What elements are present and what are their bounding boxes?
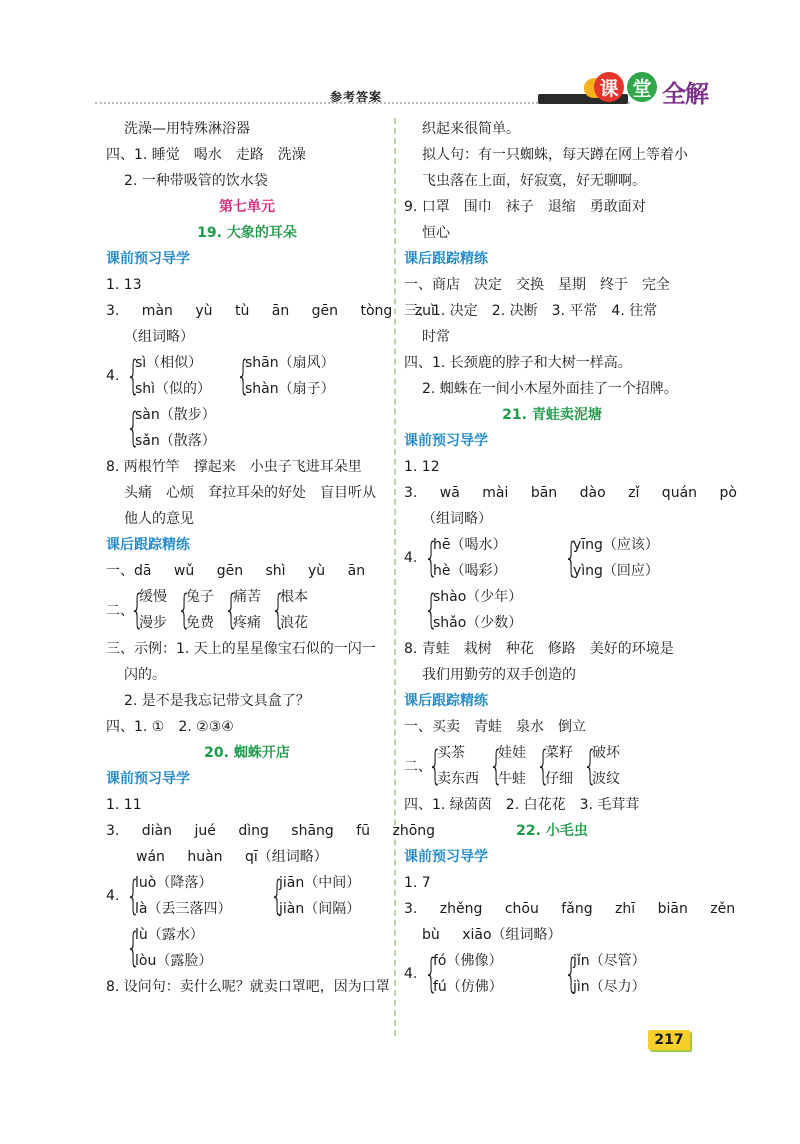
pair-top: sì（相似） bbox=[135, 355, 203, 371]
pair-bottom: 疼痛 bbox=[233, 615, 261, 631]
brace-icon: { bbox=[489, 743, 504, 789]
section-heading: 课后跟踪精练 bbox=[404, 693, 488, 709]
pinyin-line: 3. zhěng chōu fǎng zhī biān zěn bbox=[404, 901, 736, 917]
answer-line: 8. 设问句：卖什么呢？就卖口罩吧，因为口罩 bbox=[106, 979, 390, 995]
brace-pair bbox=[128, 584, 167, 636]
brace-pair bbox=[426, 740, 479, 792]
brace-pair bbox=[124, 350, 220, 402]
pair-bottom: 牛蛙 bbox=[498, 771, 526, 787]
pair-top: 破坏 bbox=[592, 745, 620, 761]
item-number: 二、 bbox=[106, 603, 134, 619]
brace-pair bbox=[222, 584, 261, 636]
section-heading: 课后跟踪精练 bbox=[106, 537, 190, 553]
pair-bottom: fú（仿佛） bbox=[433, 979, 503, 995]
answer-line: 头痛 心烦 耷拉耳朵的好处 盲目听从 bbox=[124, 485, 376, 501]
brand-logo bbox=[538, 72, 718, 108]
answer-line: 飞虫落在上面，好寂寞，好无聊啊。 bbox=[422, 173, 646, 189]
item-number: 4. bbox=[106, 888, 120, 904]
answer-line: 织起来很简单。 bbox=[422, 121, 520, 137]
pinyin-line: 一、dā wǔ gēn shì yù ān bbox=[106, 563, 366, 579]
answer-line: 1. 13 bbox=[106, 277, 142, 293]
page-header-title: 参考答案 bbox=[330, 90, 383, 104]
answer-line: 8. 青蛙 栽树 种花 修路 美好的环境是 bbox=[404, 641, 674, 657]
logo-badge-2: 堂 bbox=[627, 72, 657, 102]
brace-icon: { bbox=[424, 535, 439, 581]
polyphone-group bbox=[106, 402, 388, 454]
right-column bbox=[404, 116, 737, 1000]
brace-icon: { bbox=[536, 743, 551, 789]
column-divider bbox=[394, 118, 396, 1036]
brace-icon: { bbox=[126, 353, 141, 399]
word-group bbox=[106, 584, 388, 636]
pair-top: 菜籽 bbox=[545, 745, 573, 761]
brace-pair bbox=[534, 740, 573, 792]
brace-pair bbox=[581, 740, 620, 792]
answer-line: （组词略） bbox=[124, 329, 194, 345]
logo-text: 全解 bbox=[662, 80, 708, 108]
section-heading: 课前预习导学 bbox=[404, 433, 488, 449]
pair-top: 娃娃 bbox=[498, 745, 526, 761]
answer-line: 8. 两根竹竿 撑起来 小虫子飞进耳朵里 bbox=[106, 459, 362, 475]
pinyin-line: 3. màn yù tù ān gēn tòng zuì bbox=[106, 303, 435, 319]
pair-top: 痛苦 bbox=[233, 589, 261, 605]
answer-line: 1. 11 bbox=[106, 797, 142, 813]
brace-icon: { bbox=[224, 587, 239, 633]
pair-bottom: hè（喝彩） bbox=[433, 563, 507, 579]
pinyin-line: 3. wā mài bān dào zǐ quán pò bbox=[404, 485, 737, 501]
answer-line: 1. 7 bbox=[404, 875, 431, 891]
answer-line: 2. 是不是我忘记带文具盒了？ bbox=[124, 693, 310, 709]
pair-bottom: lòu（露脸） bbox=[135, 953, 213, 969]
brace-icon: { bbox=[126, 925, 141, 971]
answer-line: 恒心 bbox=[422, 225, 450, 241]
brace-icon: { bbox=[271, 587, 286, 633]
pair-top: fó（佛像） bbox=[433, 953, 503, 969]
item-number: 二、 bbox=[404, 759, 432, 775]
brace-pair bbox=[268, 870, 360, 922]
pair-bottom: jìn（尽力） bbox=[573, 979, 646, 995]
pair-bottom: shǎo（少数） bbox=[433, 615, 523, 631]
pair-bottom: là（丢三落四） bbox=[135, 901, 232, 917]
brace-pair bbox=[422, 532, 548, 584]
pair-top: 缓慢 bbox=[139, 589, 167, 605]
item-number: 4. bbox=[106, 368, 120, 384]
brace-pair bbox=[269, 584, 308, 636]
pair-bottom: 卖东西 bbox=[437, 771, 479, 787]
brace-pair bbox=[562, 948, 646, 1000]
brace-pair bbox=[562, 532, 659, 584]
brace-icon: { bbox=[270, 873, 285, 919]
brace-icon: { bbox=[564, 535, 579, 581]
brace-icon: { bbox=[428, 743, 443, 789]
polyphone-group bbox=[106, 922, 388, 974]
answer-line: 他人的意见 bbox=[124, 511, 194, 527]
brace-icon: { bbox=[583, 743, 598, 789]
answer-line: 四、1. 绿茵茵 2. 白花花 3. 毛茸茸 bbox=[404, 797, 640, 813]
item-number: 4. bbox=[404, 966, 418, 982]
brace-pair bbox=[487, 740, 526, 792]
answer-line: 时常 bbox=[422, 329, 450, 345]
answer-line: 2. 一种带吸管的饮水袋 bbox=[124, 173, 268, 189]
lesson-heading: 19. 大象的耳朵 bbox=[197, 225, 297, 241]
brace-icon: { bbox=[236, 353, 251, 399]
brace-icon: { bbox=[130, 587, 145, 633]
answer-line: 一、买卖 青蛙 泉水 倒立 bbox=[404, 719, 586, 735]
polyphone-group bbox=[404, 948, 700, 1000]
pair-top: luò（降落） bbox=[135, 875, 213, 891]
unit-heading: 第七单元 bbox=[219, 199, 275, 215]
answer-line: 9. 口罩 围巾 袜子 退缩 勇敢面对 bbox=[404, 199, 646, 215]
brace-pair bbox=[422, 948, 548, 1000]
page-number: 217 bbox=[648, 1030, 690, 1050]
pair-bottom: 浪花 bbox=[280, 615, 308, 631]
answer-line: 洗澡—用特殊淋浴器 bbox=[124, 121, 250, 137]
word-group bbox=[404, 740, 700, 792]
pair-top: sàn（散步） bbox=[135, 407, 216, 423]
pair-top: hē（喝水） bbox=[433, 537, 507, 553]
pair-bottom: 波纹 bbox=[592, 771, 620, 787]
brace-icon: { bbox=[424, 587, 439, 633]
pair-top: shān（扇风） bbox=[245, 355, 335, 371]
brace-pair bbox=[422, 584, 522, 636]
pair-top: yīng（应该） bbox=[573, 537, 659, 553]
lesson-heading: 21. 青蛙卖泥塘 bbox=[502, 407, 602, 423]
section-heading: 课前预习导学 bbox=[106, 251, 190, 267]
brace-icon: { bbox=[177, 587, 192, 633]
lesson-heading: 20. 蜘蛛开店 bbox=[204, 745, 290, 761]
brace-icon: { bbox=[126, 873, 141, 919]
lesson-heading: 22. 小毛虫 bbox=[516, 823, 588, 839]
brace-pair bbox=[124, 922, 212, 974]
polyphone-group bbox=[404, 584, 700, 636]
pinyin-line: bù xiāo（组词略） bbox=[422, 927, 562, 943]
answer-line: 四、1. ① 2. ②③④ bbox=[106, 719, 234, 735]
logo-badge-1: 课 bbox=[594, 72, 624, 102]
pair-top: 兔子 bbox=[186, 589, 214, 605]
pair-bottom: sǎn（散落） bbox=[135, 433, 216, 449]
answer-line: 三、示例：1. 天上的星星像宝石似的一闪一 bbox=[106, 641, 376, 657]
polyphone-group bbox=[404, 532, 700, 584]
section-heading: 课后跟踪精练 bbox=[404, 251, 488, 267]
pair-top: lù（露水） bbox=[135, 927, 204, 943]
brace-icon: { bbox=[424, 951, 439, 997]
pair-top: jǐn（尽管） bbox=[573, 953, 646, 969]
pair-bottom: jiàn（间隔） bbox=[279, 901, 361, 917]
brace-pair bbox=[124, 870, 254, 922]
answer-line: （组词略） bbox=[422, 511, 492, 527]
polyphone-group bbox=[106, 350, 388, 402]
section-heading: 课前预习导学 bbox=[106, 771, 190, 787]
brace-pair bbox=[234, 350, 335, 402]
pair-bottom: 仔细 bbox=[545, 771, 573, 787]
answer-line: 拟人句：有一只蜘蛛，每天蹲在网上等着小 bbox=[422, 147, 688, 163]
pinyin-line: wán huàn qī（组词略） bbox=[136, 849, 328, 865]
pair-top: shào（少年） bbox=[433, 589, 523, 605]
answer-line: 闪的。 bbox=[124, 667, 166, 683]
answer-line: 三、1. 决定 2. 决断 3. 平常 4. 往常 bbox=[404, 303, 658, 319]
answer-line: 一、商店 决定 交换 星期 终于 完全 bbox=[404, 277, 670, 293]
pair-top: 根本 bbox=[280, 589, 308, 605]
answer-line: 四、1. 长颈鹿的脖子和大树一样高。 bbox=[404, 355, 632, 371]
brace-icon: { bbox=[126, 405, 141, 451]
section-heading: 课前预习导学 bbox=[404, 849, 488, 865]
answer-line: 我们用勤劳的双手创造的 bbox=[422, 667, 576, 683]
pair-bottom: 漫步 bbox=[139, 615, 167, 631]
pair-bottom: 免费 bbox=[186, 615, 214, 631]
brace-pair bbox=[175, 584, 214, 636]
brace-pair bbox=[124, 402, 216, 454]
brace-icon: { bbox=[564, 951, 579, 997]
pinyin-line: 3. diàn jué dìng shāng fū zhōng bbox=[106, 823, 436, 839]
pair-top: jiān（中间） bbox=[279, 875, 361, 891]
polyphone-group bbox=[106, 870, 388, 922]
pair-top: 买茶 bbox=[437, 745, 465, 761]
answer-line: 四、1. 睡觉 喝水 走路 洗澡 bbox=[106, 147, 306, 163]
pair-bottom: shì（似的） bbox=[135, 381, 212, 397]
item-number: 4. bbox=[404, 550, 418, 566]
answer-line: 2. 蜘蛛在一间小木屋外面挂了一个招牌。 bbox=[422, 381, 678, 397]
pair-bottom: yìng（回应） bbox=[573, 563, 659, 579]
pair-bottom: shàn（扇子） bbox=[245, 381, 335, 397]
answer-line: 1. 12 bbox=[404, 459, 440, 475]
